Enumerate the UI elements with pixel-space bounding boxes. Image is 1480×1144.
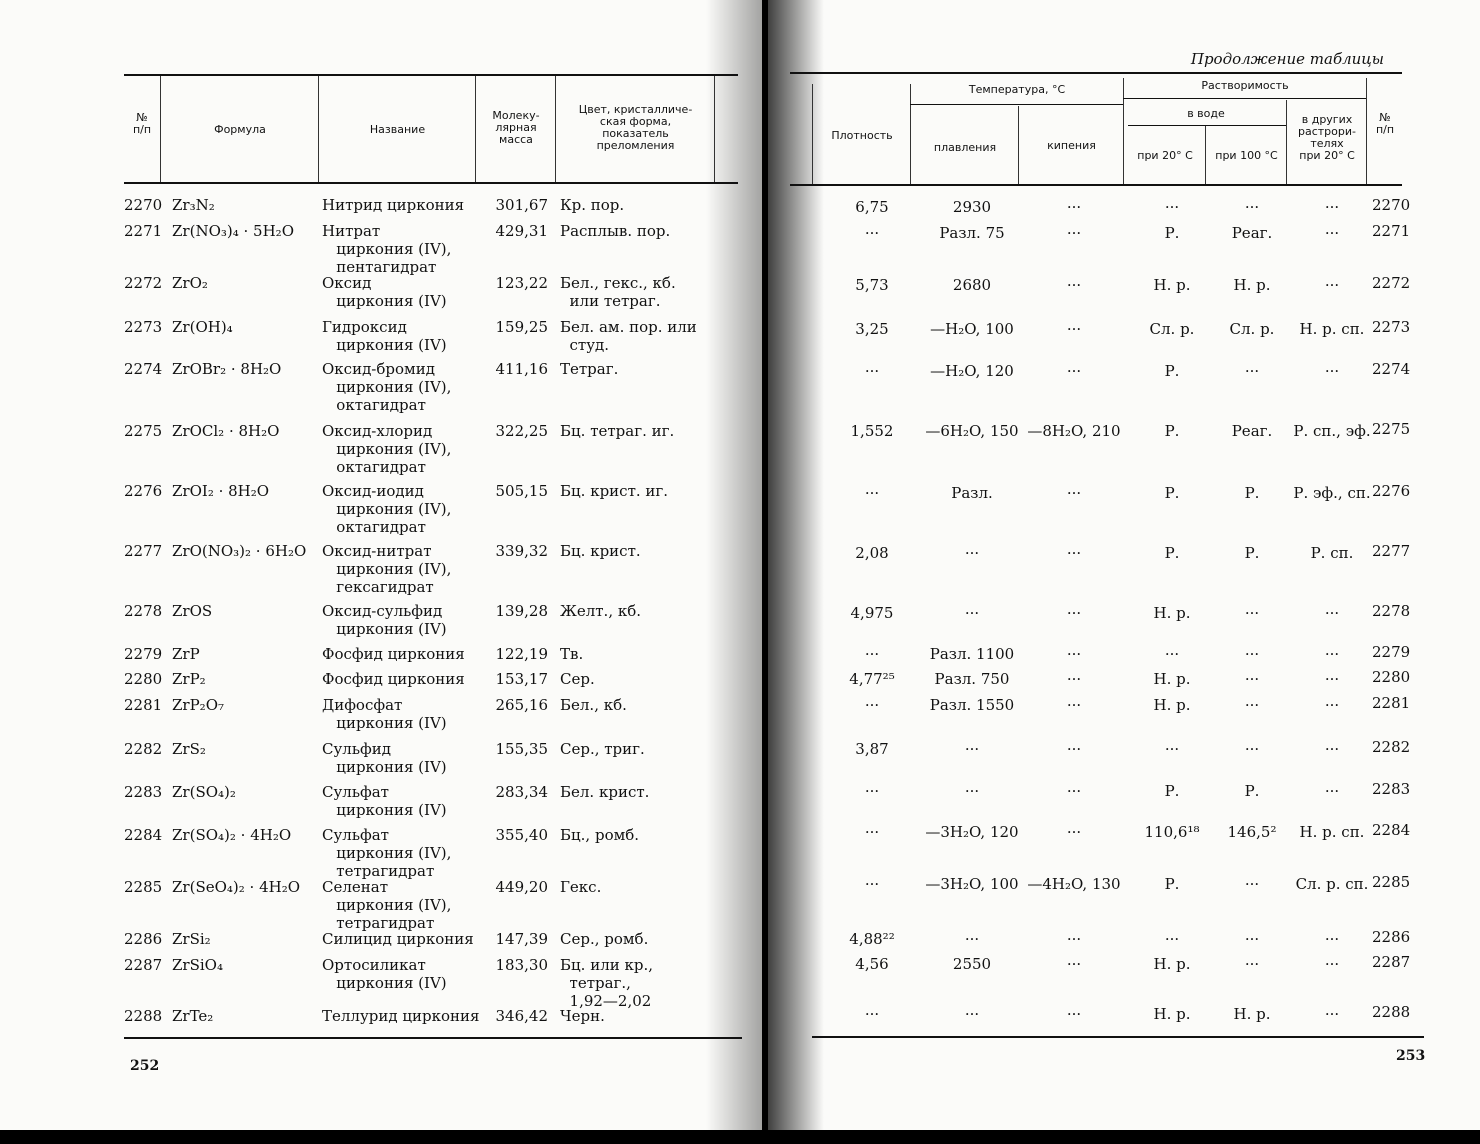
color-form: Бц. крист. bbox=[560, 542, 641, 560]
solubility-20: ··· bbox=[1164, 645, 1180, 663]
melting-point: ··· bbox=[964, 1005, 980, 1023]
header-mass: Молеку- лярная масса bbox=[492, 109, 540, 147]
row-number: 2285 bbox=[124, 878, 163, 896]
molecular-mass: 355,40 bbox=[495, 826, 548, 844]
solubility-100: Р. bbox=[1244, 484, 1260, 502]
density: ··· bbox=[864, 782, 880, 800]
col-divider bbox=[1205, 126, 1206, 184]
density: ··· bbox=[864, 823, 880, 841]
col-divider bbox=[910, 84, 911, 184]
formula: ZrOBr₂ · 8H₂O bbox=[172, 360, 282, 378]
boiling-point: ··· bbox=[1066, 645, 1082, 663]
header-num: № п/п bbox=[132, 111, 152, 137]
formula: ZrTe₂ bbox=[172, 1007, 214, 1025]
col-divider bbox=[555, 76, 556, 182]
header-formula: Формула bbox=[214, 123, 266, 136]
solubility-100: ··· bbox=[1244, 604, 1260, 622]
solubility-100: Р. bbox=[1244, 782, 1260, 800]
right-page bbox=[768, 0, 1480, 1130]
table-top-rule bbox=[790, 72, 1402, 74]
boiling-point: ··· bbox=[1066, 224, 1082, 242]
col-divider bbox=[1366, 78, 1367, 184]
col-divider bbox=[714, 76, 715, 182]
row-number: 2279 bbox=[124, 645, 163, 663]
formula: ZrP₂O₇ bbox=[172, 696, 225, 714]
compound-name: Оксид-сульфид циркония (IV) bbox=[322, 602, 447, 638]
row-number: 2286 bbox=[1372, 928, 1411, 946]
solubility-20: Н. р. bbox=[1153, 604, 1191, 622]
density: ··· bbox=[864, 484, 880, 502]
color-form: Желт., кб. bbox=[560, 602, 642, 620]
solubility-other: ··· bbox=[1324, 224, 1340, 242]
color-form: Сер. bbox=[560, 670, 595, 688]
table-top-rule bbox=[124, 74, 738, 76]
boiling-point: ··· bbox=[1066, 362, 1082, 380]
formula: ZrO₂ bbox=[172, 274, 208, 292]
molecular-mass: 123,22 bbox=[495, 274, 548, 292]
header-bottom-rule bbox=[124, 182, 738, 184]
col-divider bbox=[1018, 106, 1019, 184]
formula: ZrP₂ bbox=[172, 670, 206, 688]
row-number: 2285 bbox=[1372, 873, 1411, 891]
color-form: Бел., гекс., кб. или тетраг. bbox=[560, 274, 676, 310]
compound-name: Фосфид циркония bbox=[322, 670, 465, 688]
solubility-20: Р. bbox=[1164, 544, 1180, 562]
row-number: 2286 bbox=[124, 930, 163, 948]
formula: Zr(OH)₄ bbox=[172, 318, 233, 336]
density: 6,75 bbox=[855, 198, 889, 216]
color-form: Бц. или кр., тетраг., 1,92—2,02 bbox=[560, 956, 654, 1010]
solubility-other: ··· bbox=[1324, 604, 1340, 622]
melting-point: —H₂O, 100 bbox=[930, 320, 1014, 338]
solubility-20: ··· bbox=[1164, 740, 1180, 758]
solubility-100: 146,5² bbox=[1227, 823, 1277, 841]
solubility-20: Р. bbox=[1164, 782, 1180, 800]
row-number: 2276 bbox=[124, 482, 163, 500]
solubility-20: ··· bbox=[1164, 198, 1180, 216]
row-number: 2280 bbox=[1372, 668, 1411, 686]
melting-point: Разл. bbox=[951, 484, 993, 502]
boiling-point: ··· bbox=[1066, 696, 1082, 714]
density: 4,975 bbox=[850, 604, 894, 622]
density: 4,77²⁵ bbox=[849, 670, 895, 688]
boiling-point: —8H₂O, 210 bbox=[1027, 422, 1121, 440]
formula: ZrOI₂ · 8H₂O bbox=[172, 482, 270, 500]
row-number: 2274 bbox=[1372, 360, 1411, 378]
molecular-mass: 159,25 bbox=[495, 318, 548, 336]
row-number: 2270 bbox=[1372, 196, 1411, 214]
boiling-point: ··· bbox=[1066, 544, 1082, 562]
solubility-100: Сл. р. bbox=[1229, 320, 1275, 338]
boiling-point: ··· bbox=[1066, 930, 1082, 948]
solubility-20: Н. р. bbox=[1153, 696, 1191, 714]
header-at-100: при 100 °С bbox=[1215, 149, 1278, 162]
solubility-other: ··· bbox=[1324, 740, 1340, 758]
row-number: 2273 bbox=[124, 318, 163, 336]
formula: Zr(SO₄)₂ bbox=[172, 783, 236, 801]
melting-point: 2550 bbox=[952, 955, 992, 973]
boiling-point: ··· bbox=[1066, 276, 1082, 294]
compound-name: Гидроксид циркония (IV) bbox=[322, 318, 447, 354]
solubility-other: Сл. р. сп. bbox=[1295, 875, 1369, 893]
solubility-100: ··· bbox=[1244, 930, 1260, 948]
row-number: 2275 bbox=[124, 422, 163, 440]
solubility-100: Р. bbox=[1244, 544, 1260, 562]
compound-name: Нитрид циркония bbox=[322, 196, 465, 214]
row-number: 2283 bbox=[1372, 780, 1411, 798]
header-num: № п/п bbox=[1375, 111, 1395, 137]
color-form: Кр. пор. bbox=[560, 196, 625, 214]
header-density: Плотность bbox=[831, 129, 893, 142]
color-form: Бел. ам. пор. или студ. bbox=[560, 318, 697, 354]
compound-name: Сульфат циркония (IV) bbox=[322, 783, 447, 819]
density: ··· bbox=[864, 875, 880, 893]
boiling-point: ··· bbox=[1066, 782, 1082, 800]
compound-name: Сульфид циркония (IV) bbox=[322, 740, 447, 776]
solubility-20: Р. bbox=[1164, 484, 1180, 502]
compound-name: Теллурид циркония bbox=[322, 1007, 480, 1025]
solubility-other: ··· bbox=[1324, 955, 1340, 973]
density: 1,552 bbox=[850, 422, 894, 440]
header-color: Цвет, кристалличе- ская форма, показатель преломления bbox=[578, 103, 693, 153]
formula: Zr(SeO₄)₂ · 4H₂O bbox=[172, 878, 301, 896]
melting-point: —3H₂O, 100 bbox=[925, 875, 1019, 893]
solubility-20: Н. р. bbox=[1153, 1005, 1191, 1023]
molecular-mass: 429,31 bbox=[495, 222, 548, 240]
molecular-mass: 283,34 bbox=[495, 783, 548, 801]
solubility-other: ··· bbox=[1324, 362, 1340, 380]
col-divider bbox=[812, 84, 813, 184]
molecular-mass: 411,16 bbox=[495, 360, 548, 378]
compound-name: Оксид-нитрат циркония (IV), гексагидрат bbox=[322, 542, 452, 596]
density: 5,73 bbox=[855, 276, 889, 294]
formula: ZrOS bbox=[172, 602, 213, 620]
row-number: 2280 bbox=[124, 670, 163, 688]
compound-name: Ортосиликат циркония (IV) bbox=[322, 956, 447, 992]
melting-point: Разл. 1550 bbox=[929, 696, 1015, 714]
molecular-mass: 346,42 bbox=[495, 1007, 548, 1025]
melting-point: ··· bbox=[964, 544, 980, 562]
row-number: 2275 bbox=[1372, 420, 1411, 438]
boiling-point: ··· bbox=[1066, 823, 1082, 841]
header-other-solvents: в других растрори- телях при 20° С bbox=[1298, 113, 1356, 163]
subheader-rule bbox=[910, 104, 1123, 105]
formula: ZrSiO₄ bbox=[172, 956, 223, 974]
solubility-100: ··· bbox=[1244, 362, 1260, 380]
melting-point: ··· bbox=[964, 604, 980, 622]
header-solubility: Растворимость bbox=[1201, 79, 1289, 92]
solubility-other: ··· bbox=[1324, 198, 1340, 216]
row-number: 2281 bbox=[124, 696, 163, 714]
row-number: 2282 bbox=[124, 740, 163, 758]
solubility-20: ··· bbox=[1164, 930, 1180, 948]
color-form: Тетраг. bbox=[560, 360, 619, 378]
row-number: 2271 bbox=[124, 222, 163, 240]
row-number: 2284 bbox=[124, 826, 163, 844]
col-divider bbox=[475, 76, 476, 182]
solubility-other: ··· bbox=[1324, 782, 1340, 800]
header-at-20: при 20° С bbox=[1137, 149, 1193, 162]
compound-name: Оксид-бромид циркония (IV), октагидрат bbox=[322, 360, 452, 414]
molecular-mass: 122,19 bbox=[495, 645, 548, 663]
solubility-100: Н. р. bbox=[1233, 276, 1271, 294]
solubility-100: ··· bbox=[1244, 198, 1260, 216]
formula: ZrP bbox=[172, 645, 200, 663]
compound-name: Нитрат циркония (IV), пентагидрат bbox=[322, 222, 452, 276]
subheader-rule bbox=[1128, 125, 1286, 126]
row-number: 2274 bbox=[124, 360, 163, 378]
header-in-water: в воде bbox=[1187, 107, 1225, 120]
solubility-20: Н. р. bbox=[1153, 955, 1191, 973]
solubility-20: Н. р. bbox=[1153, 670, 1191, 688]
boiling-point: ··· bbox=[1066, 955, 1082, 973]
formula: Zr(NO₃)₄ · 5H₂O bbox=[172, 222, 294, 240]
boiling-point: ··· bbox=[1066, 198, 1082, 216]
solubility-20: Р. bbox=[1164, 422, 1180, 440]
melting-point: —6H₂O, 150 bbox=[925, 422, 1019, 440]
solubility-other: ··· bbox=[1324, 276, 1340, 294]
molecular-mass: 139,28 bbox=[495, 602, 548, 620]
color-form: Бел. крист. bbox=[560, 783, 650, 801]
molecular-mass: 301,67 bbox=[495, 196, 548, 214]
color-form: Черн. bbox=[560, 1007, 605, 1025]
melting-point: ··· bbox=[964, 740, 980, 758]
solubility-100: Реаг. bbox=[1231, 422, 1273, 440]
page-number: 252 bbox=[130, 1058, 160, 1074]
solubility-other: Р. эф., сп. bbox=[1293, 484, 1371, 502]
compound-name: Сульфат циркония (IV), тетрагидрат bbox=[322, 826, 452, 880]
solubility-other: ··· bbox=[1324, 1005, 1340, 1023]
row-number: 2273 bbox=[1372, 318, 1411, 336]
solubility-20: Сл. р. bbox=[1149, 320, 1195, 338]
molecular-mass: 183,30 bbox=[495, 956, 548, 974]
color-form: Бц. крист. иг. bbox=[560, 482, 669, 500]
boiling-point: ··· bbox=[1066, 484, 1082, 502]
header-temperature: Температура, °С bbox=[968, 83, 1066, 96]
formula: ZrS₂ bbox=[172, 740, 206, 758]
compound-name: Оксид-хлорид циркония (IV), октагидрат bbox=[322, 422, 452, 476]
solubility-20: Р. bbox=[1164, 875, 1180, 893]
solubility-other: ··· bbox=[1324, 645, 1340, 663]
color-form: Гекс. bbox=[560, 878, 602, 896]
molecular-mass: 449,20 bbox=[495, 878, 548, 896]
row-number: 2288 bbox=[124, 1007, 163, 1025]
solubility-20: Р. bbox=[1164, 362, 1180, 380]
color-form: Бц. тетраг. иг. bbox=[560, 422, 675, 440]
density: 4,88²² bbox=[849, 930, 895, 948]
row-number: 2277 bbox=[1372, 542, 1411, 560]
header-bottom-rule bbox=[790, 184, 1402, 186]
compound-name: Фосфид циркония bbox=[322, 645, 465, 663]
melting-point: ··· bbox=[964, 930, 980, 948]
melting-point: 2680 bbox=[952, 276, 992, 294]
solubility-100: ··· bbox=[1244, 645, 1260, 663]
solubility-20: 110,6¹⁸ bbox=[1144, 823, 1200, 841]
solubility-100: ··· bbox=[1244, 740, 1260, 758]
compound-name: Оксид-иодид циркония (IV), октагидрат bbox=[322, 482, 452, 536]
molecular-mass: 322,25 bbox=[495, 422, 548, 440]
row-number: 2272 bbox=[124, 274, 163, 292]
row-number: 2282 bbox=[1372, 738, 1411, 756]
row-number: 2276 bbox=[1372, 482, 1411, 500]
melting-point: —H₂O, 120 bbox=[930, 362, 1014, 380]
melting-point: ··· bbox=[964, 782, 980, 800]
density: ··· bbox=[864, 224, 880, 242]
table-bottom-rule bbox=[124, 1037, 742, 1039]
density: 4,56 bbox=[855, 955, 889, 973]
molecular-mass: 339,32 bbox=[495, 542, 548, 560]
color-form: Бц., ромб. bbox=[560, 826, 640, 844]
melting-point: Разл. 1100 bbox=[929, 645, 1015, 663]
molecular-mass: 147,39 bbox=[495, 930, 548, 948]
boiling-point: —4H₂O, 130 bbox=[1027, 875, 1121, 893]
density: ··· bbox=[864, 362, 880, 380]
subheader-rule bbox=[1123, 98, 1366, 99]
color-form: Бел., кб. bbox=[560, 696, 627, 714]
col-divider bbox=[318, 76, 319, 182]
density: ··· bbox=[864, 696, 880, 714]
row-number: 2287 bbox=[1372, 953, 1411, 971]
density: 3,87 bbox=[855, 740, 889, 758]
solubility-other: Н. р. сп. bbox=[1299, 823, 1365, 841]
header-melting: плавления bbox=[933, 141, 997, 154]
row-number: 2288 bbox=[1372, 1003, 1411, 1021]
solubility-other: ··· bbox=[1324, 670, 1340, 688]
header-boiling: кипения bbox=[1047, 139, 1096, 152]
row-number: 2270 bbox=[124, 196, 163, 214]
solubility-other: ··· bbox=[1324, 930, 1340, 948]
col-divider bbox=[160, 76, 161, 182]
boiling-point: ··· bbox=[1066, 320, 1082, 338]
solubility-100: Реаг. bbox=[1231, 224, 1273, 242]
table-bottom-rule bbox=[812, 1036, 1424, 1038]
formula: Zr(SO₄)₂ · 4H₂O bbox=[172, 826, 292, 844]
density: ··· bbox=[864, 645, 880, 663]
continuation-label: Продолжение таблицы bbox=[1190, 50, 1384, 68]
formula: Zr₃N₂ bbox=[172, 196, 215, 214]
solubility-other: Н. р. сп. bbox=[1299, 320, 1365, 338]
page-number: 253 bbox=[1396, 1048, 1426, 1064]
row-number: 2283 bbox=[124, 783, 163, 801]
row-number: 2281 bbox=[1372, 694, 1411, 712]
row-number: 2272 bbox=[1372, 274, 1411, 292]
density: ··· bbox=[864, 1005, 880, 1023]
row-number: 2271 bbox=[1372, 222, 1411, 240]
col-divider bbox=[1123, 78, 1124, 184]
gutter-shadow bbox=[768, 0, 824, 1130]
color-form: Тв. bbox=[560, 645, 584, 663]
color-form: Сер., триг. bbox=[560, 740, 645, 758]
compound-name: Селенат циркония (IV), тетрагидрат bbox=[322, 878, 452, 932]
melting-point: 2930 bbox=[952, 198, 992, 216]
solubility-other: Р. сп. bbox=[1310, 544, 1354, 562]
solubility-other: ··· bbox=[1324, 696, 1340, 714]
row-number: 2278 bbox=[124, 602, 163, 620]
solubility-20: Р. bbox=[1164, 224, 1180, 242]
solubility-100: Н. р. bbox=[1233, 1005, 1271, 1023]
row-number: 2279 bbox=[1372, 643, 1411, 661]
solubility-other: Р. сп., эф. bbox=[1293, 422, 1371, 440]
compound-name: Оксид циркония (IV) bbox=[322, 274, 447, 310]
boiling-point: ··· bbox=[1066, 604, 1082, 622]
formula: ZrO(NO₃)₂ · 6H₂O bbox=[172, 542, 307, 560]
color-form: Расплыв. пор. bbox=[560, 222, 671, 240]
boiling-point: ··· bbox=[1066, 740, 1082, 758]
molecular-mass: 265,16 bbox=[495, 696, 548, 714]
melting-point: —3H₂O, 120 bbox=[925, 823, 1019, 841]
solubility-100: ··· bbox=[1244, 875, 1260, 893]
row-number: 2277 bbox=[124, 542, 163, 560]
solubility-100: ··· bbox=[1244, 955, 1260, 973]
compound-name: Силицид циркония bbox=[322, 930, 474, 948]
boiling-point: ··· bbox=[1066, 670, 1082, 688]
molecular-mass: 505,15 bbox=[495, 482, 548, 500]
solubility-100: ··· bbox=[1244, 696, 1260, 714]
formula: ZrSi₂ bbox=[172, 930, 211, 948]
molecular-mass: 155,35 bbox=[495, 740, 548, 758]
density: 3,25 bbox=[855, 320, 889, 338]
solubility-100: ··· bbox=[1244, 670, 1260, 688]
solubility-20: Н. р. bbox=[1153, 276, 1191, 294]
color-form: Сер., ромб. bbox=[560, 930, 649, 948]
molecular-mass: 153,17 bbox=[495, 670, 548, 688]
melting-point: Разл. 750 bbox=[934, 670, 1010, 688]
row-number: 2278 bbox=[1372, 602, 1411, 620]
compound-name: Дифосфат циркония (IV) bbox=[322, 696, 447, 732]
header-name: Название bbox=[369, 123, 426, 136]
boiling-point: ··· bbox=[1066, 1005, 1082, 1023]
melting-point: Разл. 75 bbox=[939, 224, 1005, 242]
formula: ZrOCl₂ · 8H₂O bbox=[172, 422, 280, 440]
density: 2,08 bbox=[855, 544, 889, 562]
row-number: 2284 bbox=[1372, 821, 1411, 839]
row-number: 2287 bbox=[124, 956, 163, 974]
